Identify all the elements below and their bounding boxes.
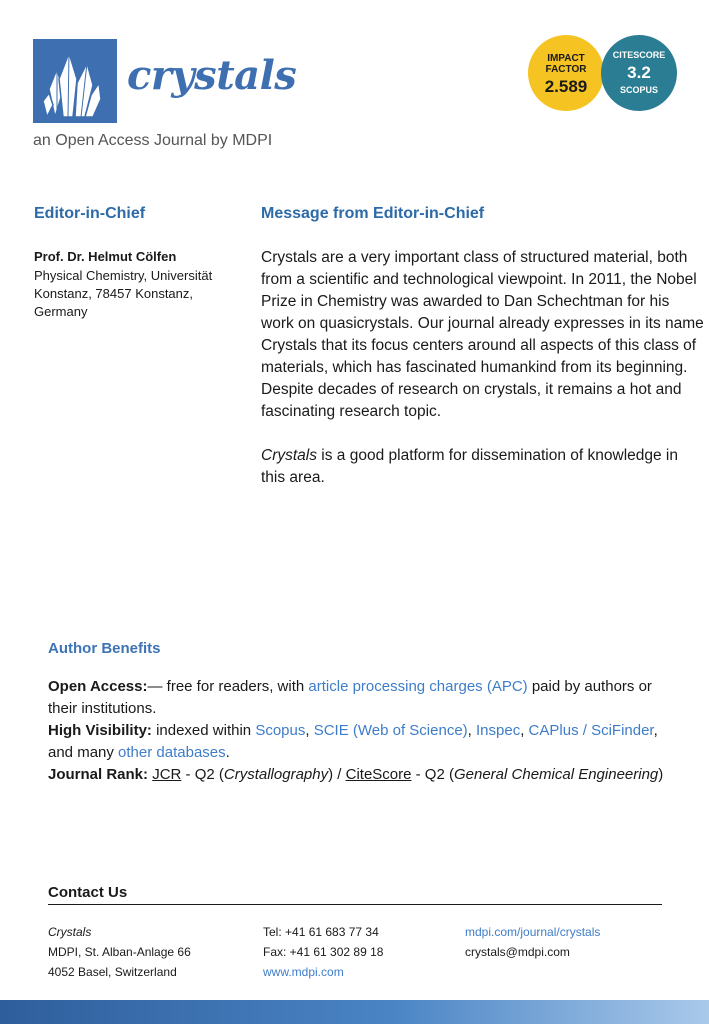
author-benefits-list bbox=[48, 676, 668, 786]
high-visibility-text-2: , and many bbox=[48, 722, 658, 761]
journal-rank-label: Journal Rank: bbox=[48, 766, 149, 783]
editor-name: Prof. Dr. Helmut Cölfen bbox=[34, 249, 177, 264]
contact-address-line-2: 4052 Basel, Switzerland bbox=[48, 965, 177, 979]
contact-us-heading: Contact Us bbox=[48, 884, 128, 901]
impact-factor-value: 2.589 bbox=[544, 77, 588, 96]
scopus-link[interactable]: Scopus bbox=[255, 722, 306, 739]
contact-tel: Tel: +41 61 683 77 34 bbox=[263, 925, 379, 939]
impact-factor-badge bbox=[528, 35, 604, 111]
editor-in-chief-heading: Editor-in-Chief bbox=[34, 205, 146, 222]
citescore-badge-line1: CITESCORE bbox=[612, 50, 666, 60]
caplus-link[interactable]: CAPlus / SciFinder bbox=[528, 722, 654, 739]
impact-badge-line1: IMPACT bbox=[547, 53, 585, 64]
contact-online-column bbox=[465, 922, 600, 962]
scie-link[interactable]: SCIE (Web of Science) bbox=[313, 722, 468, 739]
contact-divider bbox=[48, 904, 662, 905]
message-body bbox=[261, 247, 706, 489]
apc-link[interactable]: article processing charges (APC) bbox=[308, 678, 528, 695]
journal-rank-text-2: ) / bbox=[328, 766, 346, 783]
rank-category-2: General Chemical Engineering bbox=[453, 766, 659, 783]
journal-name-italic: Crystals bbox=[261, 447, 317, 464]
open-access-text-1: — free for readers, with bbox=[147, 678, 309, 695]
crystals-logo-icon bbox=[33, 39, 117, 123]
crystal-cluster-icon bbox=[33, 39, 117, 123]
message-heading: Message from Editor-in-Chief bbox=[261, 205, 485, 222]
message-paragraph-1: Crystals are a very important class of structured material, both from a scientific and technological viewpoint. In 2011, the Nobel Prize in Chemistry was awarded to Dan Schechtman for his work on quasicrystals. Our journal already expresses in its name Crystals that its focus centers around all aspects of this class of materials, which has fascinated humankind from its beginning. Despite decades of research on crystals, it remains a hot and fascinating research topic. bbox=[261, 249, 704, 420]
journal-tagline: an Open Access Journal by MDPI bbox=[33, 132, 273, 149]
journal-rank-text-4: ) bbox=[658, 766, 664, 783]
jcr-link[interactable]: JCR bbox=[152, 766, 182, 783]
benefit-high-visibility: High Visibility: indexed within Scopus, SCIE (Web of Science), Inspec, CAPlus / SciFinder, and many other databases. bbox=[48, 722, 658, 761]
journal-url-link[interactable]: mdpi.com/journal/crystals bbox=[465, 925, 601, 939]
message-paragraph-2 bbox=[261, 445, 706, 489]
contact-journal-name: Crystals bbox=[48, 925, 92, 939]
mdpi-website-link[interactable]: www.mdpi.com bbox=[263, 965, 344, 979]
author-benefits-heading: Author Benefits bbox=[48, 640, 161, 657]
editor-affiliation: Physical Chemistry, Universität Konstanz, 78457 Konstanz, Germany bbox=[34, 268, 213, 319]
high-visibility-label: High Visibility: bbox=[48, 722, 152, 739]
high-visibility-text-3: . bbox=[225, 744, 230, 761]
contact-email[interactable]: crystals@mdpi.com bbox=[465, 945, 570, 959]
benefit-journal-rank bbox=[48, 764, 668, 786]
impact-badge-line2: FACTOR bbox=[545, 64, 587, 75]
citescore-value: 3.2 bbox=[627, 63, 651, 82]
open-access-label: Open Access: bbox=[48, 678, 148, 695]
footer-gradient-bar bbox=[0, 1000, 709, 1024]
high-visibility-text-1: indexed within bbox=[151, 722, 256, 739]
contact-address-line-1: MDPI, St. Alban-Anlage 66 bbox=[48, 945, 191, 959]
message-paragraph-2-text: is a good platform for dissemination of knowledge in this area. bbox=[261, 447, 678, 486]
benefit-open-access bbox=[48, 676, 668, 720]
journal-logo-wordmark: crystals bbox=[127, 52, 297, 99]
other-databases-link[interactable]: other databases bbox=[118, 744, 226, 761]
journal-rank-text-1: - Q2 ( bbox=[181, 766, 224, 783]
citescore-badge-line3: SCOPUS bbox=[619, 85, 658, 95]
journal-rank-text-3: - Q2 ( bbox=[411, 766, 454, 783]
citescore-badge bbox=[601, 35, 677, 111]
rank-category-1: Crystallography bbox=[223, 766, 329, 783]
contact-phone-column bbox=[263, 922, 383, 982]
citescore-link[interactable]: CiteScore bbox=[345, 766, 412, 783]
contact-address-column bbox=[48, 922, 191, 982]
open-access-text-2: paid by authors or their institutions. bbox=[48, 678, 652, 717]
contact-fax: Fax: +41 61 302 89 18 bbox=[263, 945, 384, 959]
inspec-link[interactable]: Inspec bbox=[476, 722, 521, 739]
